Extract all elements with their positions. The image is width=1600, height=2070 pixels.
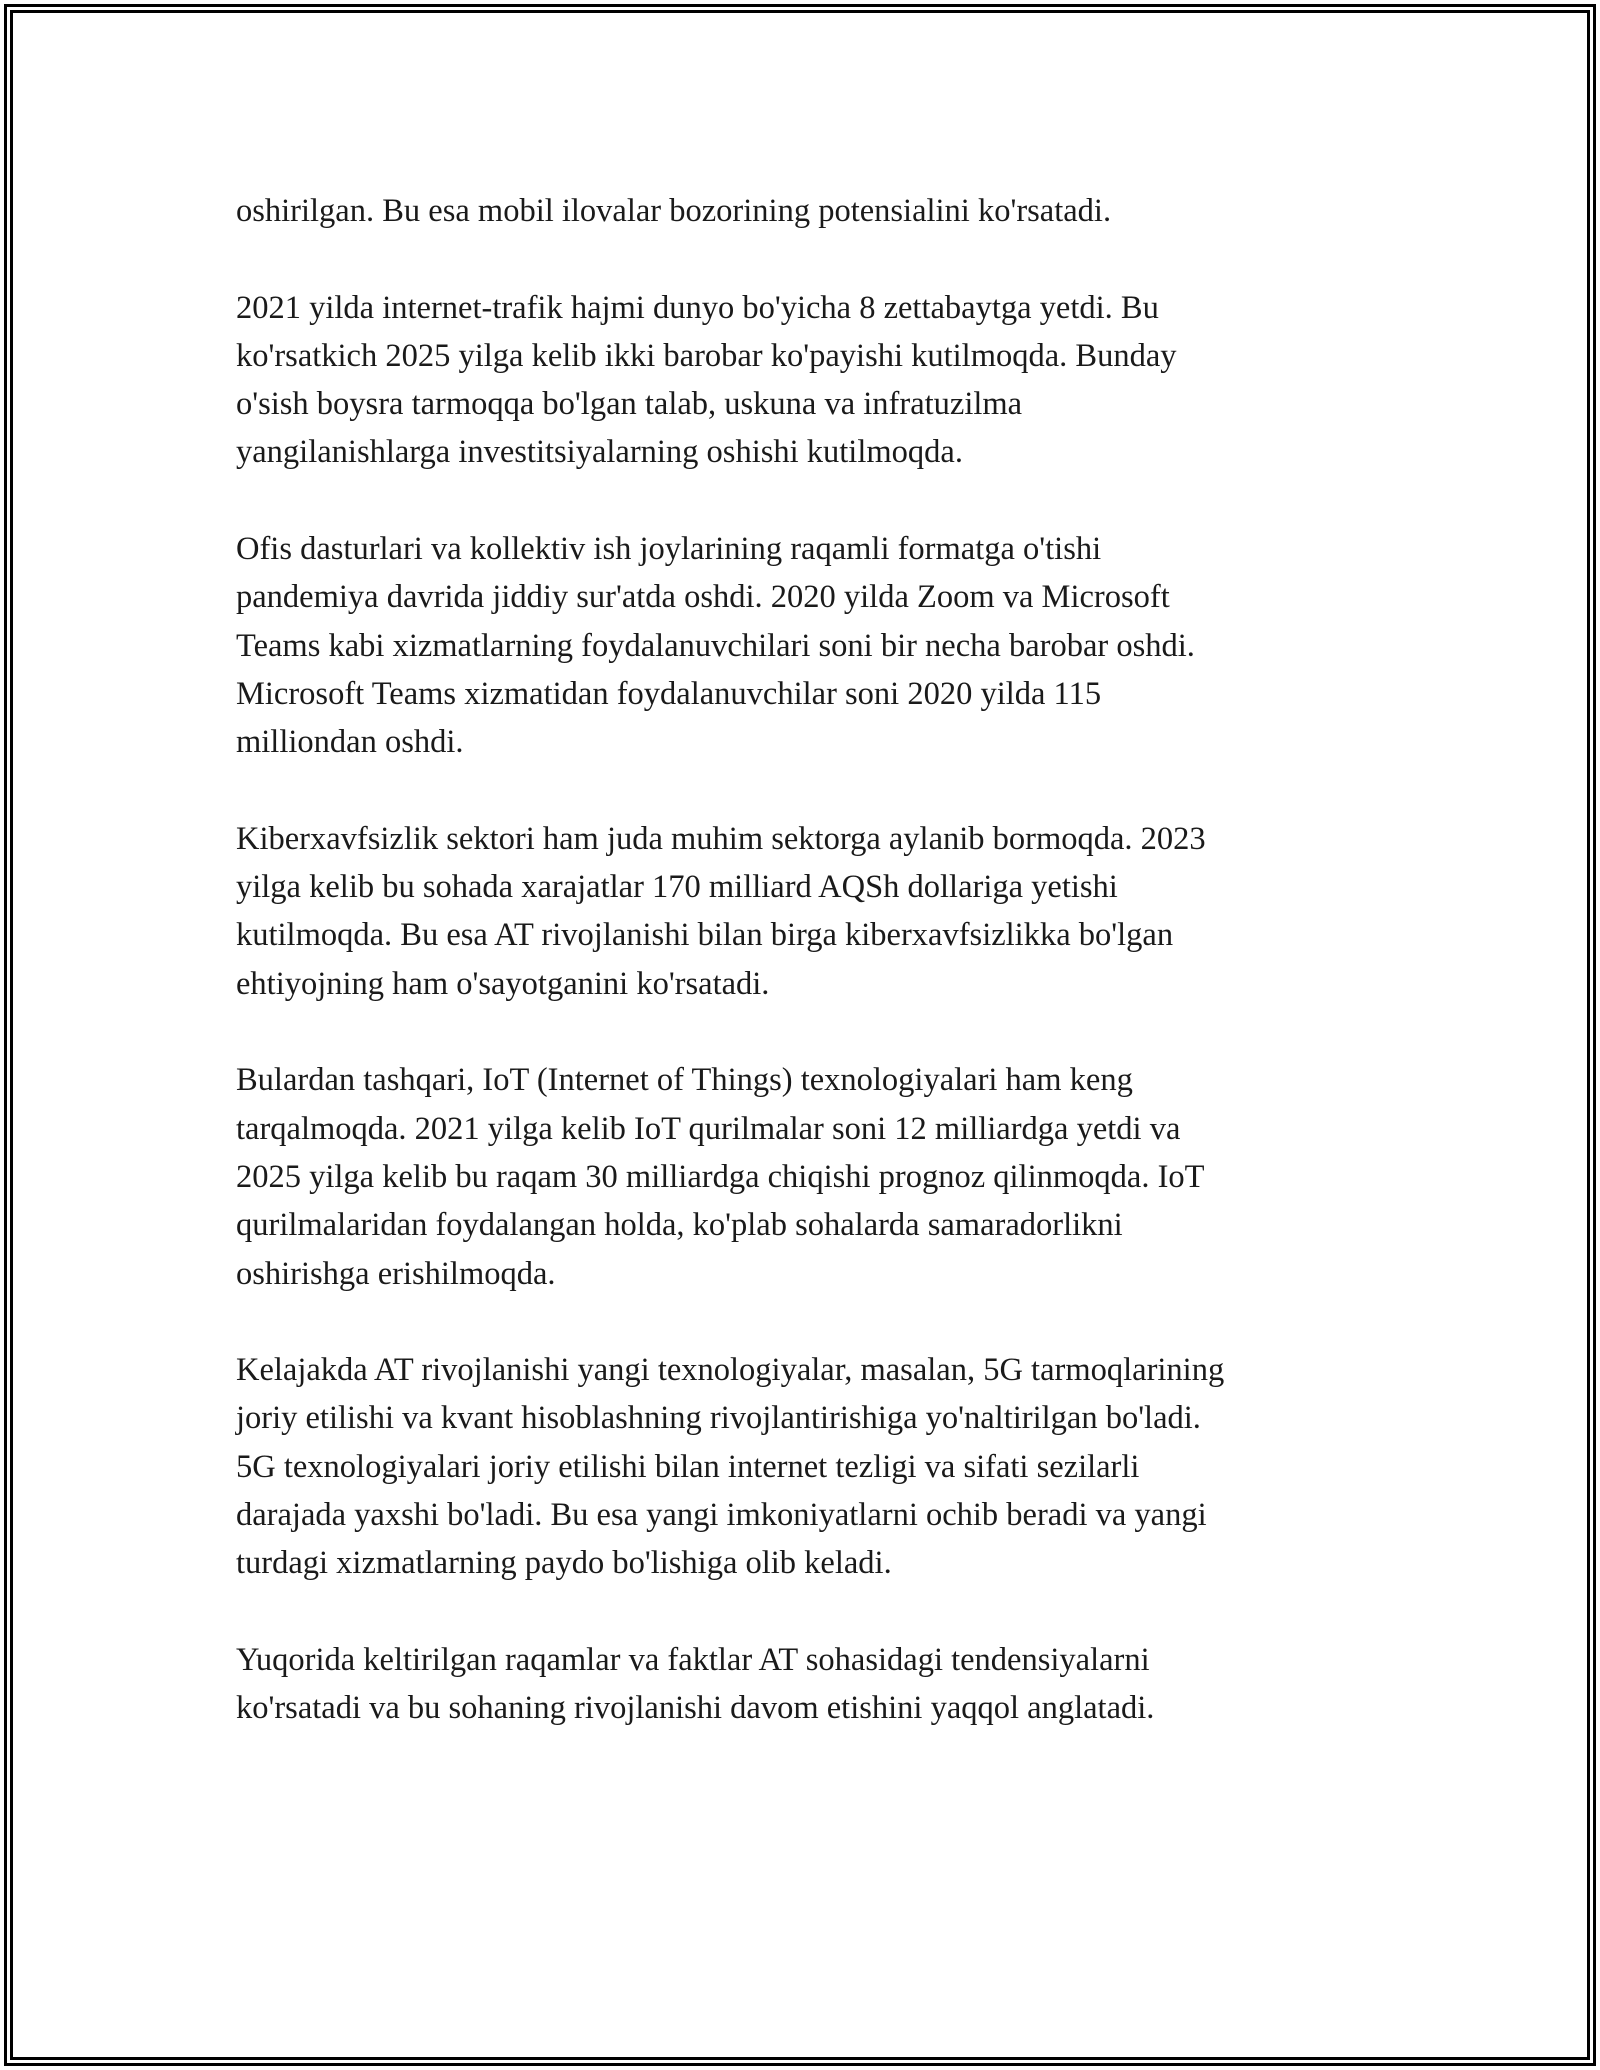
paragraph-line: Kiberxavfsizlik sektori ham juda muhim sektorga aylanib bormoqda. 2023	[236, 820, 1206, 857]
paragraph-line: ko'rsatkich 2025 yilga kelib ikki barobar ko'payishi kutilmoqda. Bunday	[236, 337, 1177, 374]
paragraph-line: turdagi xizmatlarning paydo bo'lishiga olib keladi.	[236, 1545, 892, 1582]
paragraph-line: tarqalmoqda. 2021 yilga kelib IoT qurilmalar soni 12 milliardga yetdi va	[236, 1110, 1181, 1147]
paragraph-line: oshirilgan. Bu esa mobil ilovalar bozorining potensialini ko'rsatadi.	[236, 193, 1112, 229]
paragraph-line: 5G texnologiyalari joriy etilishi bilan internet tezligi va sifati sezilarli	[236, 1448, 1140, 1485]
paragraph-line: joriy etilishi va kvant hisoblashning rivojlantirishiga yo'naltirilgan bo'ladi.	[236, 1400, 1201, 1437]
paragraph-5	[236, 1056, 1386, 1297]
paragraph-line: Microsoft Teams xizmatidan foydalanuvchilar soni 2020 yilda 115	[236, 675, 1102, 712]
paragraph-line: kutilmoqda. Bu esa AT rivojlanishi bilan birga kiberxavfsizlikka bo'lgan	[236, 917, 1174, 954]
paragraph-line: 2021 yilda internet-trafik hajmi dunyo bo'yicha 8 zettabaytga yetdi. Bu	[236, 289, 1159, 326]
paragraph-line: o'sish boysra tarmoqqa bo'lgan talab, uskuna va infratuzilma	[236, 386, 1023, 423]
paragraph-line: ko'rsatadi va bu sohaning rivojlanishi davom etishini yaqqol anglatadi.	[236, 1690, 1155, 1727]
paragraph-line: yangilanishlarga investitsiyalarning oshishi kutilmoqda.	[236, 434, 963, 471]
paragraph-3	[236, 525, 1386, 766]
paragraph-1	[236, 187, 1386, 235]
paragraph-line: milliondan oshdi.	[236, 724, 464, 761]
paragraph-line: Teams kabi xizmatlarning foydalanuvchilari soni bir necha barobar oshdi.	[236, 627, 1195, 664]
paragraph-2	[236, 284, 1386, 477]
paragraph-line: Kelajakda AT rivojlanishi yangi texnologiyalar, masalan, 5G tarmoqlarining	[236, 1352, 1225, 1389]
paragraph-7	[236, 1636, 1386, 1733]
paragraph-line: 2025 yilga kelib bu raqam 30 milliardga chiqishi prognoz qilinmoqda. IoT	[236, 1158, 1205, 1195]
paragraph-4	[236, 815, 1386, 1008]
paragraph-line: pandemiya davrida jiddiy sur'atda oshdi. 2020 yilda Zoom va Microsoft	[236, 579, 1170, 616]
paragraph-line: Bulardan tashqari, IoT (Internet of Things) texnologiyalari ham keng	[236, 1062, 1133, 1099]
paragraph-line: Ofis dasturlari va kollektiv ish joylarining raqamli formatga o'tishi	[236, 531, 1102, 568]
paragraph-line: darajada yaxshi bo'ladi. Bu esa yangi imkoniyatlarni ochib beradi va yangi	[236, 1497, 1207, 1534]
paragraph-line: yilga kelib bu sohada xarajatlar 170 milliard AQSh dollariga yetishi	[236, 869, 1118, 906]
paragraph-line: ehtiyojning ham o'sayotganini ko'rsatadi.	[236, 965, 770, 1002]
document-body	[236, 187, 1386, 1781]
paragraph-line: Yuqorida keltirilgan raqamlar va faktlar AT sohasidagi tendensiyalarni	[236, 1641, 1150, 1678]
paragraph-line: qurilmalaridan foydalangan holda, ko'plab sohalarda samaradorlikni	[236, 1207, 1123, 1244]
paragraph-line: oshirishga erishilmoqda.	[236, 1255, 556, 1292]
paragraph-6	[236, 1346, 1386, 1587]
